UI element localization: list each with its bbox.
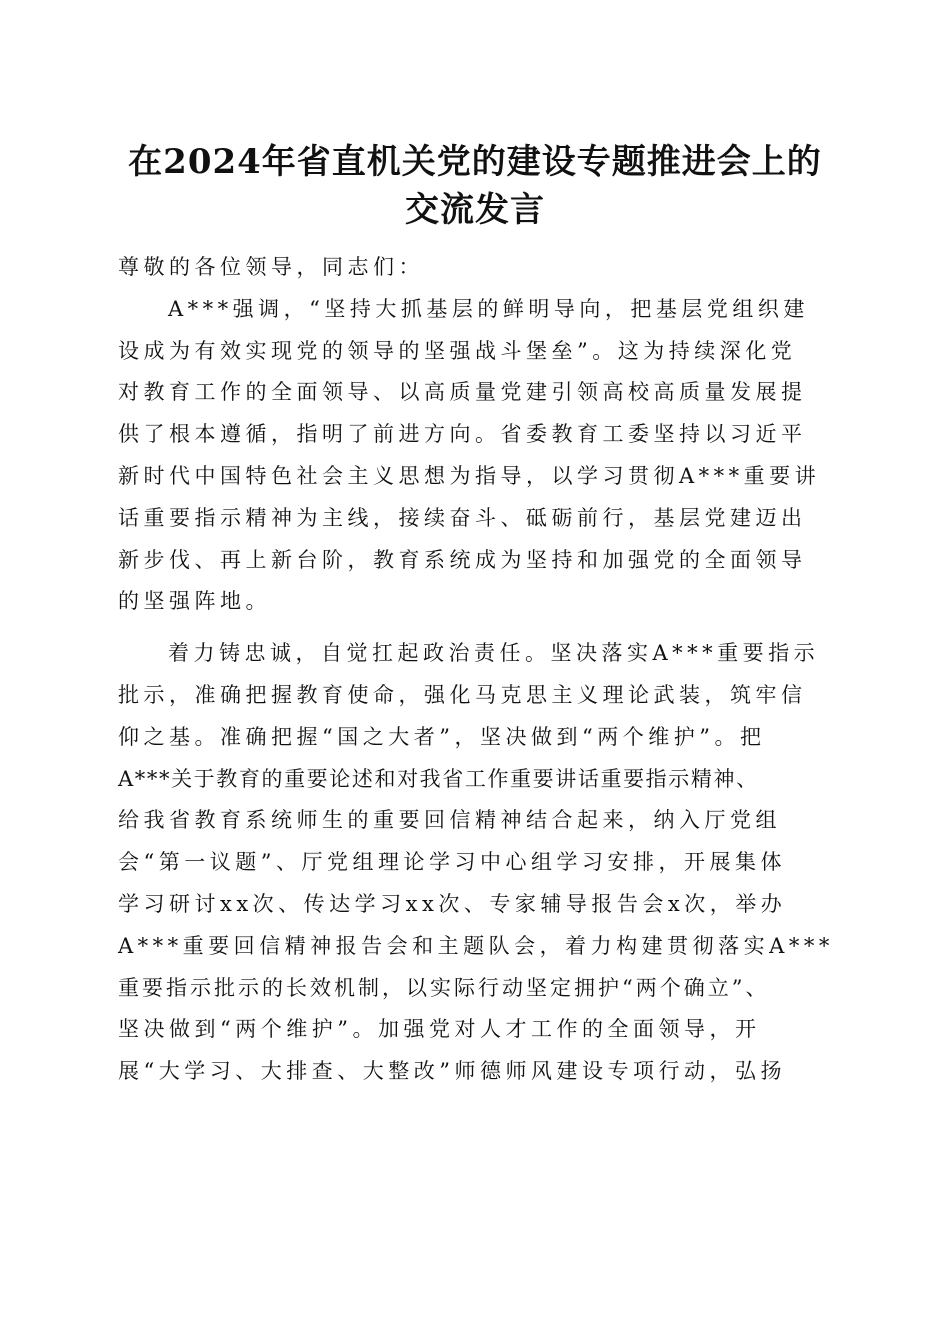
title-line-1: 在2024年省直机关党的建设专题推进会上的 (128, 142, 822, 182)
paragraph-line: 展“大学习、大排查、大整改”师德师风建设专项行动，弘扬 (118, 1059, 786, 1084)
paragraph-spacing (118, 623, 830, 633)
paragraph-line: A***关于教育的重要论述和对我省工作重要讲话重要指示精神、 (118, 766, 759, 791)
paragraph-1 (118, 289, 830, 623)
paragraph-line: 仰之基。准确把握“国之大者”，坚决做到“两个维护”。把 (118, 724, 766, 749)
paragraph-line: 重要指示批示的长效机制，以实际行动坚定拥护“两个确立”、 (118, 975, 770, 1000)
greeting: 尊敬的各位领导，同志们： (118, 255, 424, 279)
paragraph-line: 着力铸忠诚，自觉扛起政治责任。坚决落实A***重要指示 (168, 641, 820, 666)
paragraph-line: 批示，准确把握教育使命，强化马克思主义理论武装，筑牢信 (118, 682, 807, 707)
document-title (110, 138, 840, 234)
paragraph-line: 供了根本遵循，指明了前进方向。省委教育工委坚持以习近平 (118, 422, 807, 447)
paragraph-line: 会“第一议题”、厅党组理论学习中心组学习安排，开展集体 (118, 850, 786, 875)
paragraph-line: 的坚强阵地。 (118, 589, 271, 614)
title-line-2: 交流发言 (405, 190, 545, 230)
paragraph-line: A***重要回信精神报告会和主题队会，着力构建贯彻落实A*** (118, 933, 834, 958)
paragraph-line: 新时代中国特色社会主义思想为指导，以学习贯彻A***重要讲 (118, 463, 821, 488)
paragraph-line: 学习研讨xx次、传达学习xx次、专家辅导报告会x次，举办 (118, 891, 787, 916)
paragraph-line: 坚决做到“两个维护”。加强党对人才工作的全面领导，开 (118, 1017, 761, 1042)
paragraph-line: 给我省教育系统师生的重要回信精神结合起来，纳入厅党组 (118, 808, 781, 833)
paragraph-line: 新步伐、再上新台阶，教育系统成为坚持和加强党的全面领导 (118, 547, 807, 572)
paragraph-line: 话重要指示精神为主线，接续奋斗、砥砺前行，基层党建迈出 (118, 505, 807, 530)
paragraph-line: 设成为有效实现党的领导的坚强战斗堡垒”。这为持续深化党 (118, 338, 797, 363)
paragraph-line: A***强调，“坚持大抓基层的鲜明导向，把基层党组织建 (168, 296, 809, 321)
paragraph-line: 对教育工作的全面领导、以高质量党建引领高校高质量发展提 (118, 380, 807, 405)
document-body (118, 247, 834, 1093)
paragraph-2 (118, 633, 834, 1093)
